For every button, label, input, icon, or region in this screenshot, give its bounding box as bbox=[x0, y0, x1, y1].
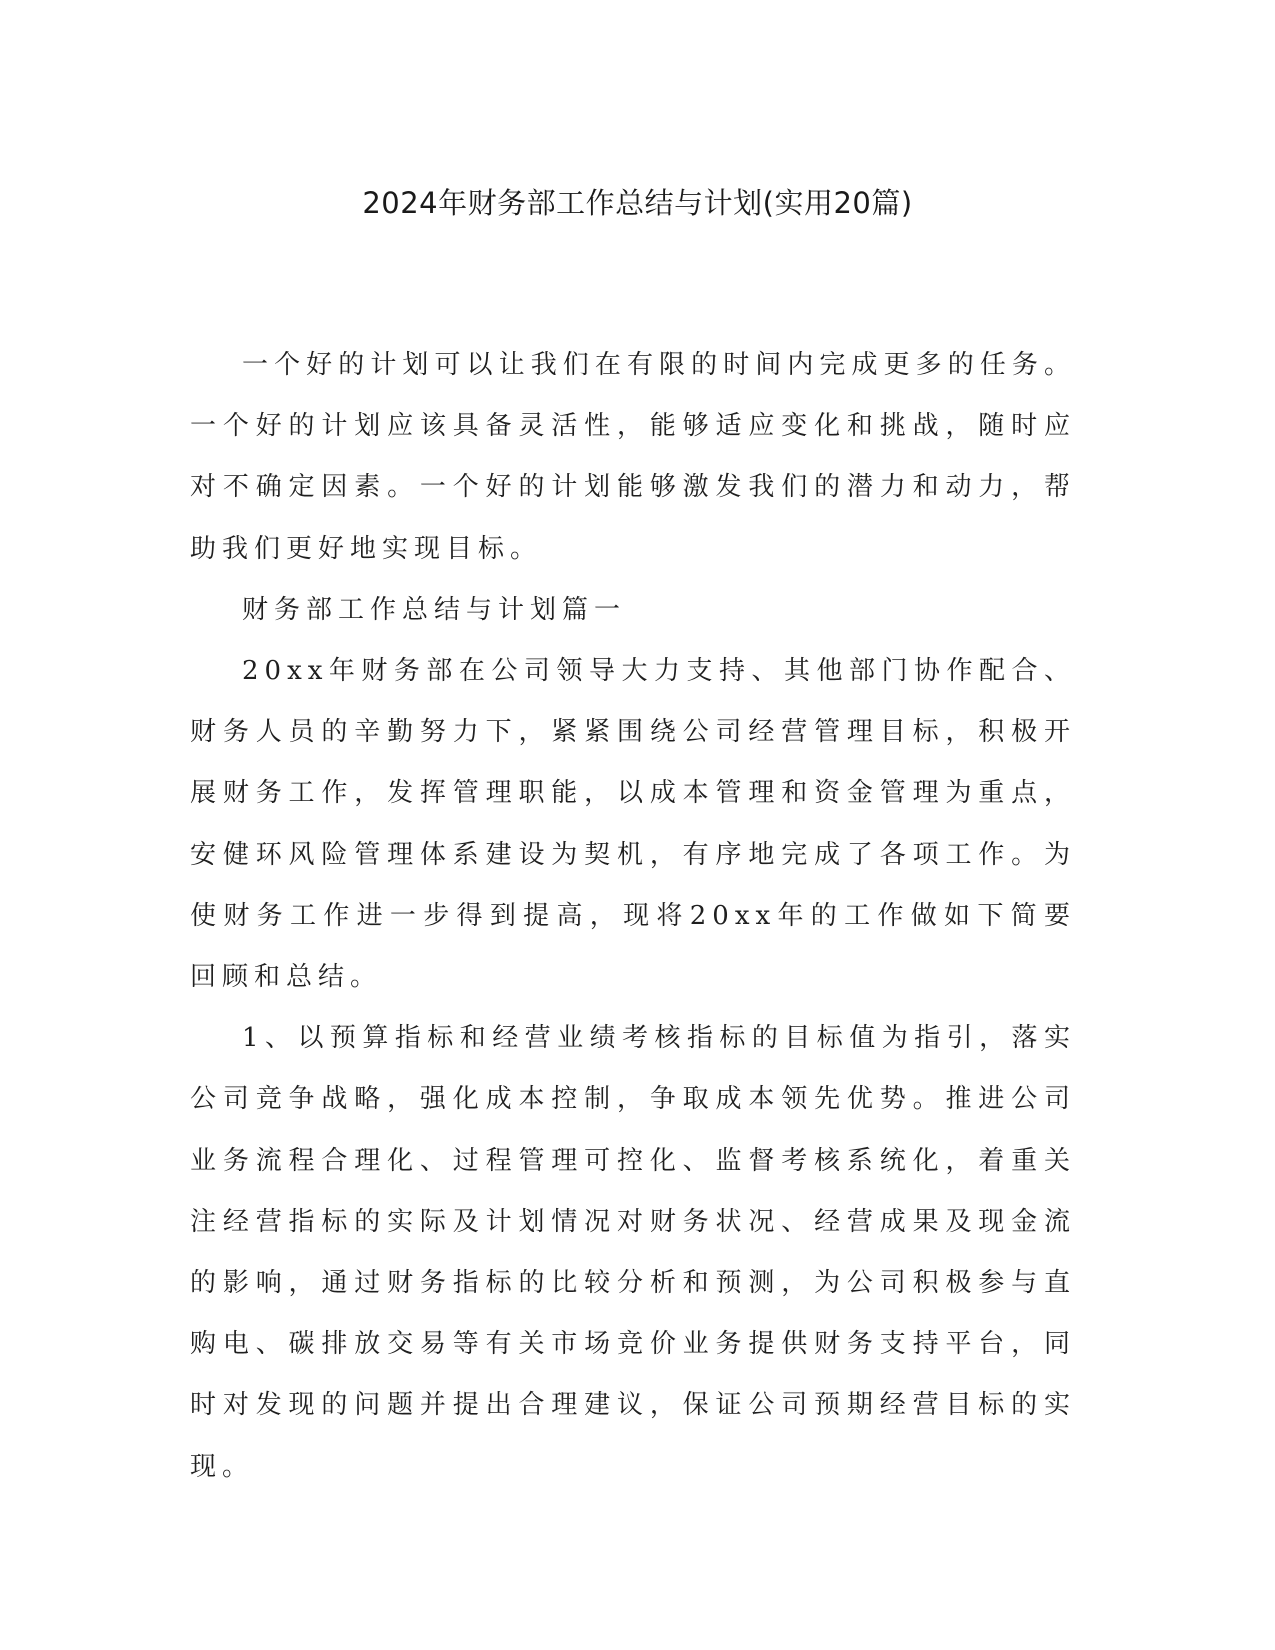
document-body bbox=[190, 335, 1076, 1498]
section-heading: 财务部工作总结与计划篇一 bbox=[242, 594, 627, 625]
summary-paragraph: 20xx年财务部在公司领导大力支持、其他部门协作配合、财务人员的辛勤努力下，紧紧围绕公司经营管理目标，积极开展财务工作，发挥管理职能，以成本管理和资金管理为重点，安健环风险管理体系建设为契机，有序地完成了各项工作。为使财务工作进一步得到提高，现将20xx年的工作做如下简要回顾和总结。 bbox=[190, 656, 1076, 993]
document-title: 2024年财务部工作总结与计划(实用20篇) bbox=[362, 186, 913, 220]
intro-paragraph: 一个好的计划可以让我们在有限的时间内完成更多的任务。一个好的计划应该具备灵活性，能够适应变化和挑战，随时应对不确定因素。一个好的计划能够激发我们的潜力和动力，帮助我们更好地实现目标。 bbox=[190, 350, 1076, 564]
item-1-paragraph: 1、以预算指标和经营业绩考核指标的目标值为指引，落实公司竞争战略，强化成本控制，争取成本领先优势。推进公司业务流程合理化、过程管理可控化、监督考核系统化，着重关注经营指标的实际及计划情况对财务状况、经营成果及现金流的影响，通过财务指标的比较分析和预测，为公司积极参与直购电、碳排放交易等有关市场竞价业务提供财务支持平台，同时对发现的问题并提出合理建议，保证公司预期经营目标的实现。 bbox=[190, 1023, 1076, 1482]
